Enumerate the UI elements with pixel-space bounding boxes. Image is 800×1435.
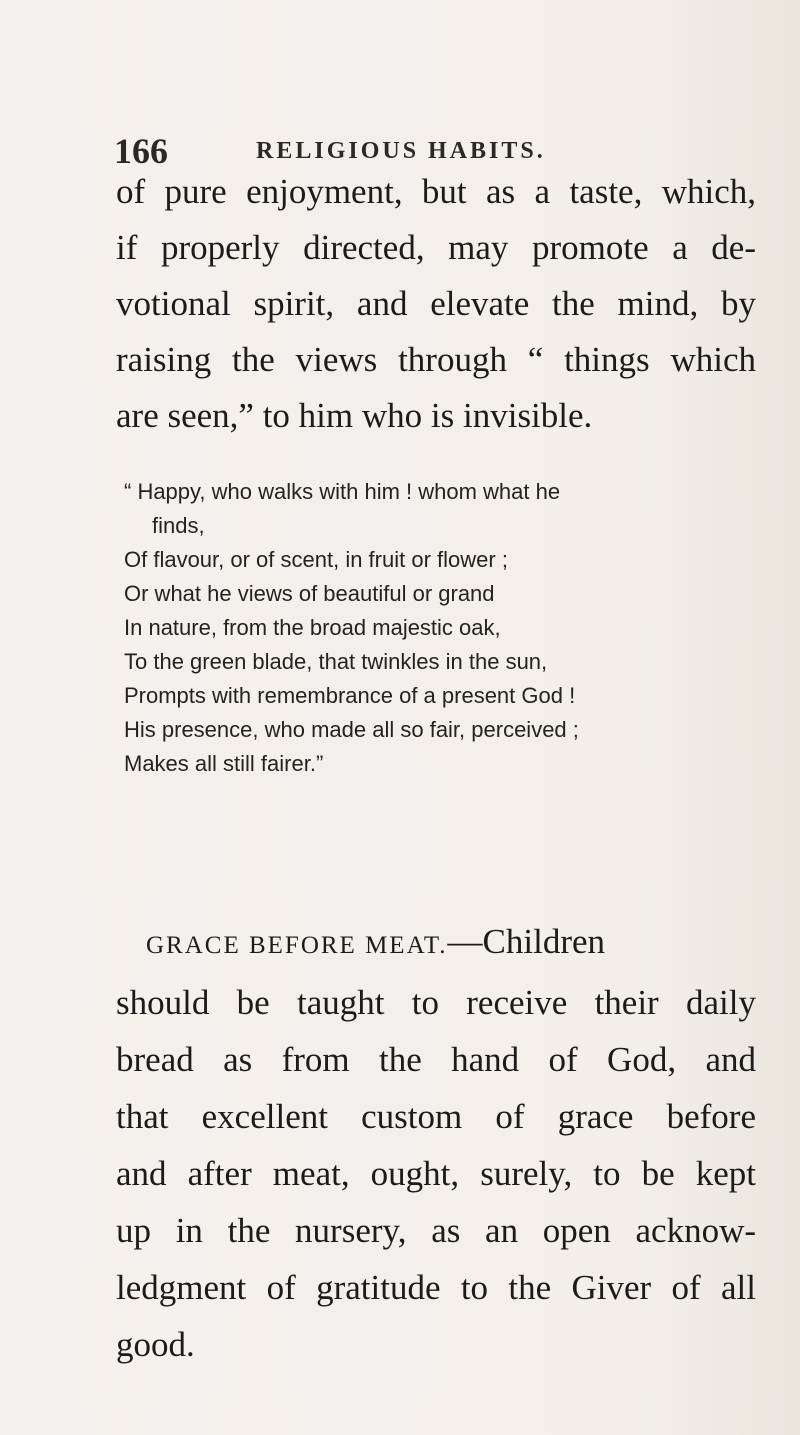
running-head: RELIGIOUS HABITS. <box>256 138 546 164</box>
verse-line: Makes all still fairer.” <box>124 751 324 776</box>
verse-line: In nature, from the broad majestic oak, <box>124 615 501 640</box>
heading-continuation: —Children <box>447 922 606 961</box>
paragraph-continuation <box>116 164 756 444</box>
text-line: ledgment of gratitude to the Giver of all <box>116 1268 756 1307</box>
text-line: if properly directed, may promote a de- <box>116 228 756 267</box>
verse-quotation <box>124 475 754 781</box>
text-line: are seen,” to him who is invisible. <box>116 396 593 435</box>
text-line: up in the nursery, as an open acknow- <box>116 1211 756 1250</box>
text-line: of pure enjoyment, but as a taste, which, <box>116 172 756 211</box>
verse-line: “ Happy, who walks with him ! whom what he <box>124 479 561 504</box>
text-line: that excellent custom of grace before <box>116 1097 756 1136</box>
section-heading: GRACE BEFORE MEAT. <box>146 932 448 959</box>
verse-line: Or what he views of beautiful or grand <box>124 581 495 606</box>
text-line: and after meat, ought, surely, to be kept <box>116 1154 756 1193</box>
text-line: votional spirit, and elevate the mind, by <box>116 284 756 323</box>
verse-line: finds, <box>152 513 205 538</box>
verse-line: To the green blade, that twinkles in the sun, <box>124 649 548 674</box>
text-line: raising the views through “ things which <box>116 340 756 379</box>
text-line: good. <box>116 1325 195 1364</box>
page-number: 166 <box>114 131 168 171</box>
text-line: should be taught to receive their daily <box>116 983 756 1022</box>
section-heading-line <box>116 913 756 974</box>
verse-line: His presence, who made all so fair, perceived ; <box>124 717 579 742</box>
verse-line: Of flavour, or of scent, in fruit or flower ; <box>124 547 508 572</box>
text-line: bread as from the hand of God, and <box>116 1040 756 1079</box>
grace-before-meat-paragraph <box>116 913 756 1373</box>
verse-line: Prompts with remembrance of a present God ! <box>124 683 576 708</box>
